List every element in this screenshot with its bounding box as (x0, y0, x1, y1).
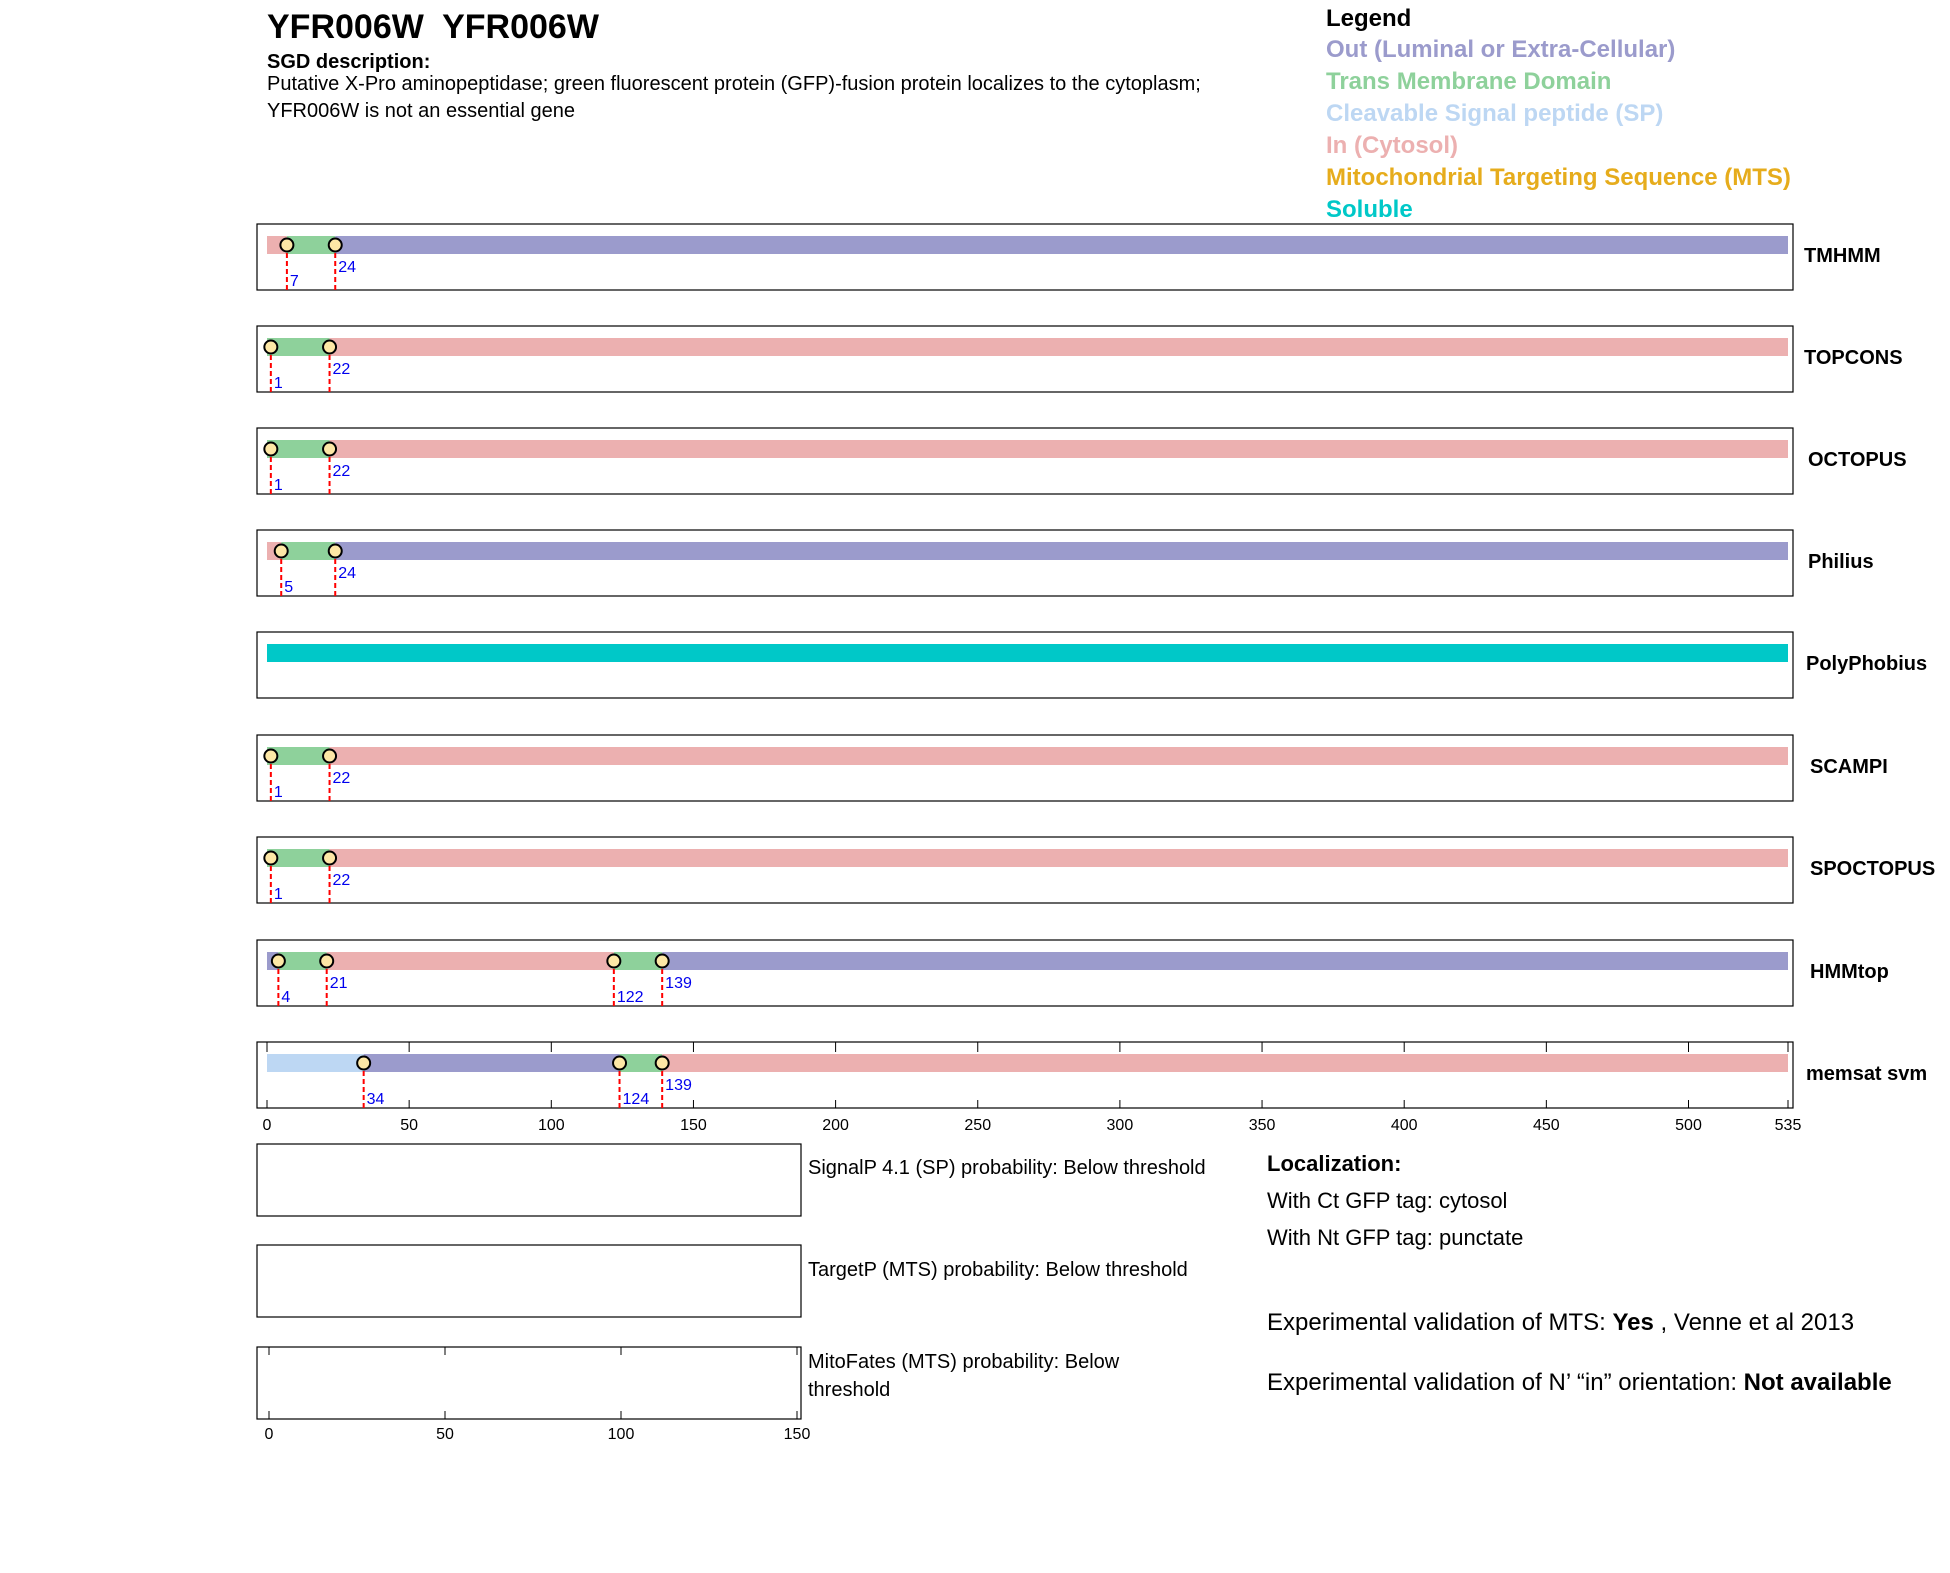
segment-out (662, 952, 1788, 970)
validation-mts (1267, 1306, 1907, 1339)
predictor-box (257, 632, 1793, 698)
boundary-marker (264, 341, 277, 354)
validation-orientation-value: Not available (1743, 1369, 1892, 1396)
boundary-marker (613, 1057, 626, 1070)
boundary-label: 22 (332, 463, 351, 480)
boundary-label: 1 (273, 784, 283, 801)
boundary-label: 139 (665, 975, 692, 992)
x-tick-label: 450 (1532, 1117, 1560, 1134)
predictor-box (257, 428, 1793, 494)
boundary-marker (280, 239, 293, 252)
boundary-label: 24 (338, 259, 357, 276)
boundary-marker (320, 955, 333, 968)
probability-box (257, 1245, 801, 1317)
predictor-name: TMHMM (1804, 245, 1881, 267)
validation-mts-value: Yes (1612, 1309, 1654, 1336)
boundary-label: 1 (273, 375, 283, 392)
boundary-label: 34 (366, 1091, 385, 1108)
boundary-marker (323, 750, 336, 763)
segment-out (335, 542, 1788, 560)
boundary-label: 24 (338, 565, 357, 582)
boundary-label: 22 (332, 872, 351, 889)
segment-out (364, 1054, 620, 1072)
boundary-label: 22 (332, 770, 351, 787)
segment-in (327, 952, 614, 970)
validation-mts-prefix: Experimental validation of MTS: (1267, 1309, 1613, 1336)
segment-soluble (267, 644, 1788, 662)
x-tick-label: 150 (680, 1117, 707, 1134)
predictor-box (257, 837, 1793, 903)
x-tick-label: 300 (1106, 1117, 1134, 1134)
validation-orientation-prefix: Experimental validation of N’ “in” orientation: (1267, 1369, 1744, 1396)
segment-in (330, 440, 1788, 458)
x-tick-label: 250 (964, 1117, 992, 1134)
legend-item-sp: Cleavable Signal peptide (SP) (1326, 100, 1664, 127)
predictor-box (257, 530, 1793, 596)
boundary-marker (329, 545, 342, 558)
legend-item-out: Out (Luminal or Extra-Cellular) (1326, 36, 1676, 63)
segment-in (662, 1054, 1788, 1072)
predictor-name: Philius (1808, 551, 1874, 573)
predictor-name: SCAMPI (1810, 756, 1888, 778)
boundary-marker (323, 852, 336, 865)
segment-in (330, 747, 1788, 765)
description-label: SGD description: (267, 51, 431, 73)
description-text: Putative X-Pro aminopeptidase; green fluorescent protein (GFP)-fusion protein localizes to the cytoplasm; YFR006W is not an essential gene (267, 73, 1201, 122)
boundary-label: 1 (273, 477, 283, 494)
boundary-marker (329, 239, 342, 252)
x-tick-label: 400 (1390, 1117, 1418, 1134)
prob-tick-label: 50 (436, 1426, 454, 1443)
boundary-label: 1 (273, 886, 283, 903)
segment-tm (281, 542, 335, 560)
boundary-label: 139 (665, 1077, 692, 1094)
targetp-probability: TargetP (MTS) probability: Below threshold (808, 1259, 1188, 1281)
predictor-name: OCTOPUS (1808, 449, 1907, 471)
legend-title: Legend (1326, 5, 1412, 32)
predictor-box (257, 326, 1793, 392)
x-tick-label: 350 (1248, 1117, 1276, 1134)
segment-sp (267, 1054, 364, 1072)
boundary-marker (656, 1057, 669, 1070)
x-tick-label: 50 (400, 1117, 419, 1134)
predictor-name: HMMtop (1810, 961, 1889, 983)
predictor-name: SPOCTOPUS (1810, 858, 1936, 880)
predictor-box (257, 224, 1793, 290)
localization-ct: With Ct GFP tag: cytosol (1267, 1188, 1508, 1213)
validation-orientation (1267, 1366, 1907, 1399)
boundary-marker (357, 1057, 370, 1070)
boundary-label: 5 (284, 579, 294, 596)
legend-item-in: In (Cytosol) (1326, 132, 1458, 159)
localization-title: Localization: (1267, 1151, 1402, 1176)
predictor-box (257, 1042, 1793, 1108)
boundary-label: 7 (289, 273, 299, 290)
localization-nt: With Nt GFP tag: punctate (1267, 1225, 1524, 1250)
probability-box (257, 1144, 801, 1216)
predictor-name: memsat svm (1806, 1063, 1928, 1085)
x-tick-label: 535 (1774, 1117, 1802, 1134)
legend-item-tm: Trans Membrane Domain (1326, 68, 1612, 95)
boundary-marker (323, 341, 336, 354)
segment-out (335, 236, 1788, 254)
legend-item-mts: Mitochondrial Targeting Sequence (MTS) (1326, 164, 1791, 191)
boundary-label: 4 (281, 989, 291, 1006)
segment-in (330, 849, 1788, 867)
x-tick-label: 500 (1675, 1117, 1702, 1134)
boundary-marker (323, 443, 336, 456)
predictor-box (257, 940, 1793, 1006)
boundary-label: 122 (616, 989, 644, 1006)
prob-tick-label: 0 (264, 1426, 274, 1443)
page-title: YFR006W YFR006W (267, 8, 599, 46)
boundary-label: 21 (329, 975, 348, 992)
x-tick-label: 0 (262, 1117, 272, 1134)
boundary-marker (607, 955, 620, 968)
signalp-probability: SignalP 4.1 (SP) probability: Below threshold (808, 1157, 1206, 1179)
boundary-marker (275, 545, 288, 558)
x-tick-label: 200 (822, 1117, 849, 1134)
predictor-name: TOPCONS (1804, 347, 1903, 369)
legend-item-soluble: Soluble (1326, 196, 1413, 223)
boundary-marker (272, 955, 285, 968)
boundary-label: 22 (332, 361, 351, 378)
segment-in (330, 338, 1788, 356)
boundary-label: 124 (622, 1091, 650, 1108)
boundary-marker (264, 852, 277, 865)
prob-tick-label: 100 (607, 1426, 635, 1443)
x-tick-label: 100 (537, 1117, 565, 1134)
predictor-name: PolyPhobius (1806, 653, 1928, 675)
boundary-marker (264, 750, 277, 763)
probability-box (257, 1347, 801, 1419)
validation-mts-suffix: , Venne et al 2013 (1653, 1309, 1855, 1336)
boundary-marker (656, 955, 669, 968)
predictor-box (257, 735, 1793, 801)
prob-tick-label: 150 (783, 1426, 811, 1443)
boundary-marker (264, 443, 277, 456)
mitofates-probability: MitoFates (MTS) probability: Below threshold (808, 1351, 1120, 1401)
